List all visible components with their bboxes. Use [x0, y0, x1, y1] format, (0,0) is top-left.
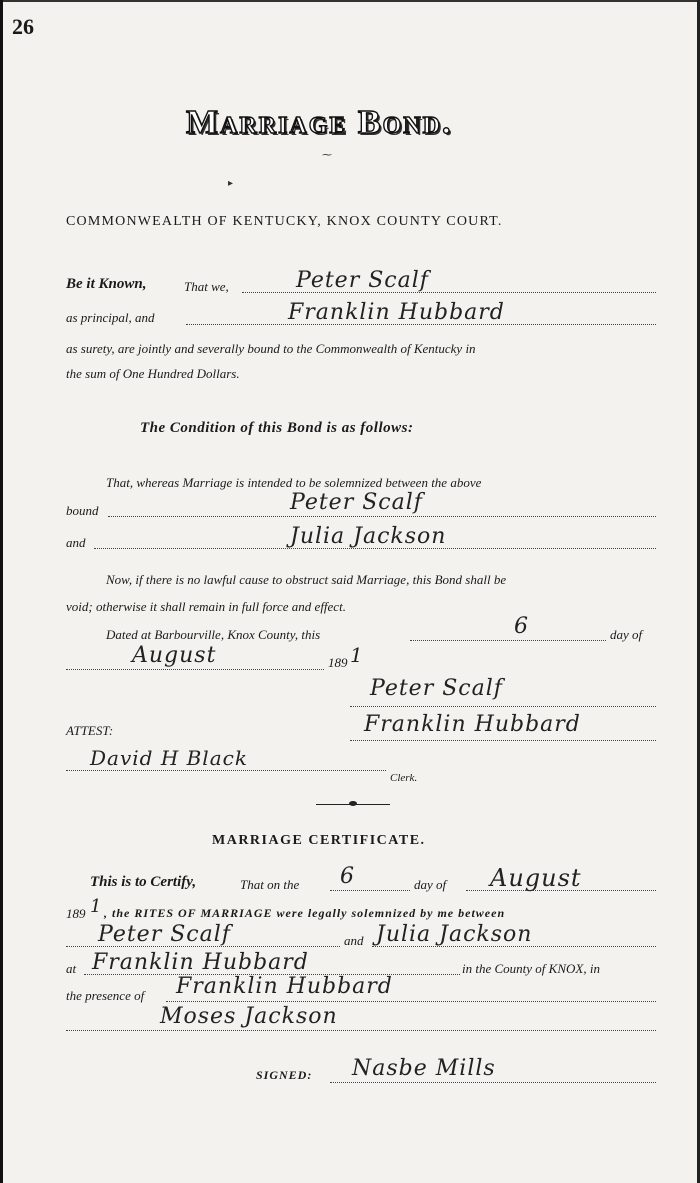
bond-year-prefix: 189 [328, 655, 348, 670]
flourish-mark: ▸ [228, 178, 234, 189]
certify-label: This is to Certify, [90, 874, 197, 890]
cert-year-prefix: 189 [66, 906, 86, 921]
clerk-label: Clerk. [390, 772, 418, 784]
bond-text-line1: as surety, are jointly and severally bound to the Commonwealth of Kentucky in [66, 341, 476, 356]
that-on-the-label: That on the [240, 877, 300, 892]
bound-label: bound [66, 503, 99, 518]
page-number: 26 [12, 14, 34, 39]
witness1-name: Franklin Hubbard [176, 974, 393, 999]
signature2-line [350, 740, 656, 741]
section-divider-ornament [349, 801, 357, 806]
witness2-line [66, 1030, 656, 1031]
page-border-top [0, 0, 700, 2]
principal-name: Peter Scalf [296, 268, 429, 293]
that-we-label: That we, [184, 279, 229, 294]
witness2-name: Moses Jackson [160, 1004, 338, 1029]
rites-text: , the RITES OF MARRIAGE were legally solemnized by me between [104, 906, 506, 920]
cert-day-of-label: day of [414, 877, 447, 892]
county-text: in the County of KNOX, in [462, 961, 600, 976]
day-of-label: day of [610, 627, 643, 642]
officiant-line [330, 1082, 656, 1083]
be-it-known-label: Be it Known, [66, 276, 147, 292]
bond-day-value: 6 [514, 614, 529, 639]
officiant-signature: Nasbe Mills [352, 1056, 496, 1081]
cert-and-label: and [344, 933, 364, 948]
presence-label: the presence of [66, 988, 145, 1003]
signature1-line [350, 706, 656, 707]
bond-text-line2: the sum of One Hundred Dollars. [66, 366, 240, 381]
certificate-title: MARRIAGE CERTIFICATE. [212, 833, 426, 848]
signed-label: SIGNED: [256, 1068, 313, 1082]
bound-line [108, 516, 656, 517]
principal-signature: Peter Scalf [370, 676, 503, 701]
at-label: at [66, 961, 77, 976]
court-heading: COMMONWEALTH OF KENTUCKY, KNOX COUNTY COURT. [66, 214, 503, 229]
and-label: and [66, 535, 86, 550]
surety-signature: Franklin Hubbard [364, 712, 581, 737]
cert-month-value: August [490, 864, 582, 892]
cert-day-line [330, 890, 410, 891]
clerk-line [66, 770, 386, 771]
condition-text-line1: That, whereas Marriage is intended to be solemnized between the above [106, 475, 482, 490]
condition-heading: The Condition of this Bond is as follows: [140, 420, 414, 436]
bound-name: Peter Scalf [290, 490, 423, 515]
dated-label: Dated at Barbourville, Knox County, this [106, 627, 321, 642]
condition-text-line3: void; otherwise it shall remain in full force and effect. [66, 599, 346, 614]
bride-name: Julia Jackson [376, 922, 533, 947]
surety-name: Franklin Hubbard [288, 300, 505, 325]
clerk-signature: David H Black [90, 746, 248, 770]
condition-text-line2: Now, if there is no lawful cause to obstruct said Marriage, this Bond shall be [106, 572, 507, 587]
day-line [410, 640, 606, 641]
bond-year-value: 1 [350, 643, 364, 667]
month-line [66, 669, 324, 670]
page-border-left [0, 0, 3, 1183]
cert-day-value: 6 [340, 864, 355, 889]
groom-name: Peter Scalf [98, 922, 231, 947]
attest-label: ATTEST: [66, 723, 114, 738]
witness1-line [166, 1001, 656, 1002]
as-principal-label: as principal, and [66, 310, 155, 325]
flourish-mark: ⁓ [322, 150, 332, 161]
place-value: Franklin Hubbard [92, 950, 309, 975]
bond-month-value: August [132, 643, 217, 668]
and-name: Julia Jackson [290, 524, 447, 549]
cert-year-value: 1 [90, 896, 103, 917]
document-title: Marriage Bond. [186, 104, 453, 141]
